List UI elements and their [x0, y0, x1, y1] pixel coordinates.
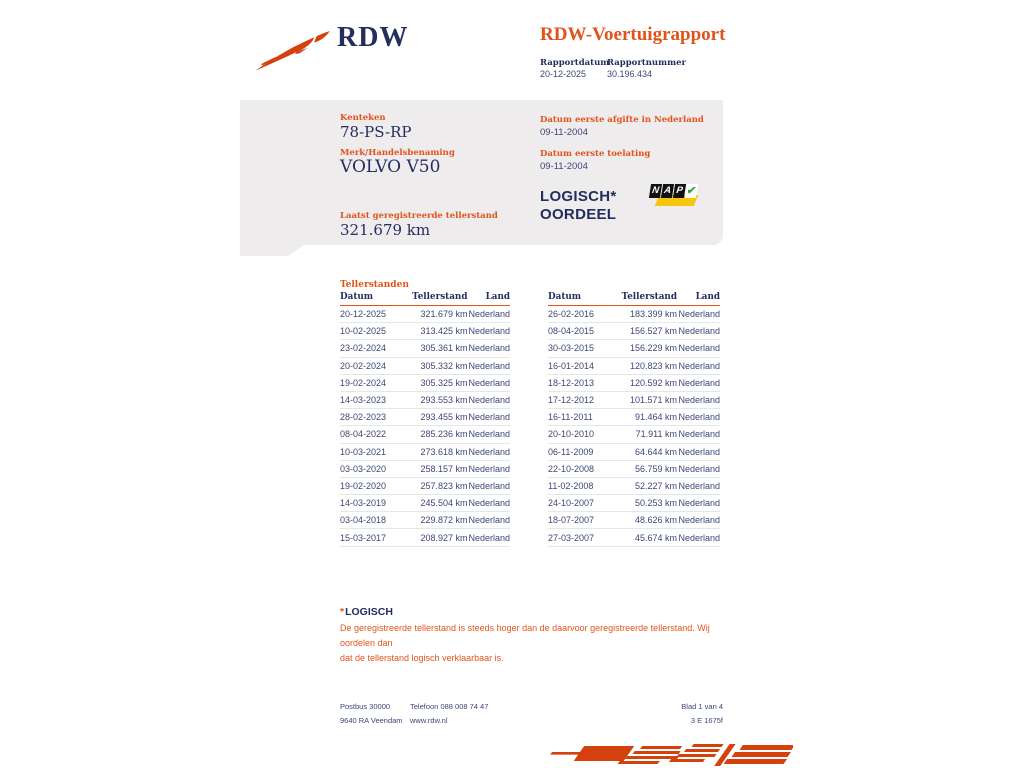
- footer-phone: Telefoon 088 008 74 47: [410, 702, 489, 711]
- table-row: [548, 477, 720, 494]
- land-cell: Nederland: [677, 374, 720, 391]
- table-row: [548, 495, 720, 512]
- datum-cell: 14-03-2023: [340, 391, 411, 408]
- col-header-datum: Datum: [548, 290, 620, 306]
- footer-address: [340, 700, 403, 728]
- tellerstand-cell: 273.618 km: [411, 443, 467, 460]
- datum-cell: 23-02-2024: [340, 340, 411, 357]
- table-row: [340, 340, 510, 357]
- tellerstand-cell: 101.571 km: [620, 391, 677, 408]
- col-header-tellerstand: Tellerstand: [620, 290, 677, 306]
- datum-cell: 28-02-2023: [340, 409, 411, 426]
- nap-logo: [648, 184, 698, 210]
- tellerstand-cell: 305.361 km: [411, 340, 467, 357]
- land-cell: Nederland: [467, 426, 510, 443]
- datum-cell: 20-12-2025: [340, 306, 411, 323]
- col-header-land: Land: [467, 290, 510, 306]
- footer-page-info: [623, 700, 723, 728]
- table-row: [548, 340, 720, 357]
- nap-letter-a: A: [661, 184, 674, 198]
- datum-cell: 30-03-2015: [548, 340, 620, 357]
- datum-cell: 14-03-2019: [340, 495, 411, 512]
- land-cell: Nederland: [467, 323, 510, 340]
- table-row: [548, 426, 720, 443]
- tellerstand-cell: 183.399 km: [620, 306, 677, 323]
- footnote-asterisk: *: [340, 606, 345, 618]
- land-cell: Nederland: [467, 357, 510, 374]
- page-title: RDW-Voertuigrapport: [540, 24, 726, 45]
- table-row: [548, 512, 720, 529]
- land-cell: Nederland: [677, 460, 720, 477]
- footnote-body: [340, 621, 740, 666]
- land-cell: Nederland: [677, 340, 720, 357]
- oordeel-line2: OORDEEL: [540, 206, 617, 223]
- tellerstand-cell: 52.227 km: [620, 477, 677, 494]
- tellerstand-cell: 56.759 km: [620, 460, 677, 477]
- laatste-tellerstand-label: Laatst geregistreerde tellerstand: [340, 211, 498, 221]
- tellerstand-cell: 208.927 km: [411, 529, 467, 546]
- land-cell: Nederland: [467, 495, 510, 512]
- footnote-title-text: LOGISCH: [345, 606, 393, 618]
- merk-label: Merk/Handelsbenaming: [340, 148, 455, 158]
- table-row: [548, 409, 720, 426]
- table-row: [548, 391, 720, 408]
- footer-website: www.rdw.nl: [410, 716, 448, 725]
- table-row: [340, 391, 510, 408]
- tellerstanden-section-title: Tellerstanden: [340, 280, 409, 290]
- footer-address-line1: Postbus 30000: [340, 702, 391, 711]
- tellerstand-cell: 257.823 km: [411, 477, 467, 494]
- land-cell: Nederland: [467, 340, 510, 357]
- tellerstand-cell: 120.592 km: [620, 374, 677, 391]
- rdw-wing-icon: [253, 28, 331, 74]
- land-cell: Nederland: [677, 357, 720, 374]
- rdw-logotype: RDW: [337, 22, 409, 53]
- table-row: [340, 306, 510, 323]
- merk-value: VOLVO V50: [340, 157, 441, 177]
- table-row: [548, 323, 720, 340]
- datum-cell: 24-10-2007: [548, 495, 620, 512]
- tellerstand-cell: 48.626 km: [620, 512, 677, 529]
- datum-cell: 19-02-2024: [340, 374, 411, 391]
- datum-cell: 20-10-2010: [548, 426, 620, 443]
- datum-cell: 27-03-2007: [548, 529, 620, 546]
- land-cell: Nederland: [677, 409, 720, 426]
- land-cell: Nederland: [677, 426, 720, 443]
- tellerstand-cell: 45.674 km: [620, 529, 677, 546]
- nap-letter-p: P: [673, 184, 686, 198]
- tellerstand-cell: 229.872 km: [411, 512, 467, 529]
- eerste-toelating-label: Datum eerste toelating: [540, 149, 651, 159]
- land-cell: Nederland: [467, 409, 510, 426]
- datum-cell: 11-02-2008: [548, 477, 620, 494]
- datum-cell: 10-03-2021: [340, 443, 411, 460]
- table-row: [340, 529, 510, 546]
- table-row: [340, 409, 510, 426]
- datum-cell: 06-11-2009: [548, 443, 620, 460]
- datum-cell: 16-01-2014: [548, 357, 620, 374]
- land-cell: Nederland: [677, 512, 720, 529]
- land-cell: Nederland: [677, 391, 720, 408]
- nap-check-icon: ✔: [685, 185, 698, 197]
- table-row: [548, 306, 720, 323]
- tellerstand-cell: 285.236 km: [411, 426, 467, 443]
- report-date-label: Rapportdatum: [540, 58, 610, 68]
- datum-cell: 17-12-2012: [548, 391, 620, 408]
- datum-cell: 10-02-2025: [340, 323, 411, 340]
- footnote-title: [340, 606, 393, 618]
- datum-cell: 03-04-2018: [340, 512, 411, 529]
- eerste-afgifte-value: 09-11-2004: [540, 127, 588, 138]
- tellerstand-cell: 245.504 km: [411, 495, 467, 512]
- table-row: [340, 460, 510, 477]
- footnote-line2: dat de tellerstand logisch verklaarbaar is.: [340, 653, 504, 663]
- tellerstanden-table-right: [548, 290, 720, 547]
- datum-cell: 19-02-2020: [340, 477, 411, 494]
- eerste-toelating-value: 09-11-2004: [540, 161, 588, 172]
- footer-contact: [410, 700, 488, 728]
- rdw-stripes-decoration-icon: [543, 742, 793, 768]
- report-date-value: 20-12-2025: [540, 69, 587, 79]
- tellerstand-cell: 313.425 km: [411, 323, 467, 340]
- footnote-line1: De geregistreerde tellerstand is steeds hoger dan de daarvoor geregistreerde tellerstand. Wij oordelen dan: [340, 623, 710, 648]
- tellerstanden-table-left: [340, 290, 510, 547]
- tellerstand-cell: 321.679 km: [411, 306, 467, 323]
- land-cell: Nederland: [467, 391, 510, 408]
- col-header-datum: Datum: [340, 290, 411, 306]
- tellerstand-cell: 120.823 km: [620, 357, 677, 374]
- nap-letter-n: N: [649, 184, 662, 198]
- table-row: [548, 374, 720, 391]
- datum-cell: 16-11-2011: [548, 409, 620, 426]
- datum-cell: 22-10-2008: [548, 460, 620, 477]
- land-cell: Nederland: [677, 306, 720, 323]
- tellerstand-cell: 156.527 km: [620, 323, 677, 340]
- col-header-tellerstand: Tellerstand: [411, 290, 467, 306]
- land-cell: Nederland: [677, 529, 720, 546]
- land-cell: Nederland: [467, 374, 510, 391]
- kenteken-value: 78-PS-RP: [340, 123, 412, 141]
- land-cell: Nederland: [677, 477, 720, 494]
- land-cell: Nederland: [467, 460, 510, 477]
- tellerstand-cell: 293.455 km: [411, 409, 467, 426]
- tellerstand-cell: 91.464 km: [620, 409, 677, 426]
- datum-cell: 26-02-2016: [548, 306, 620, 323]
- datum-cell: 03-03-2020: [340, 460, 411, 477]
- footer-doc-code: 3 E 1675f: [690, 716, 723, 725]
- vehicle-summary-box-tab: [240, 245, 304, 256]
- report-number-value: 30.196.434: [607, 69, 653, 79]
- table-row: [340, 426, 510, 443]
- datum-cell: 20-02-2024: [340, 357, 411, 374]
- kenteken-label: Kenteken: [340, 113, 386, 123]
- report-number-label: Rapportnummer: [607, 58, 686, 68]
- tellerstand-cell: 305.325 km: [411, 374, 467, 391]
- land-cell: Nederland: [677, 495, 720, 512]
- tellerstand-cell: 258.157 km: [411, 460, 467, 477]
- datum-cell: 08-04-2015: [548, 323, 620, 340]
- land-cell: Nederland: [467, 529, 510, 546]
- datum-cell: 18-07-2007: [548, 512, 620, 529]
- oordeel-text: [540, 188, 617, 224]
- tellerstand-cell: 71.911 km: [620, 426, 677, 443]
- table-row: [340, 357, 510, 374]
- tellerstand-cell: 156.229 km: [620, 340, 677, 357]
- col-header-land: Land: [677, 290, 720, 306]
- footer-page-number: Blad 1 van 4: [681, 702, 723, 711]
- laatste-tellerstand-value: 321.679 km: [340, 221, 431, 239]
- table-row: [340, 512, 510, 529]
- tellerstand-cell: 50.253 km: [620, 495, 677, 512]
- datum-cell: 08-04-2022: [340, 426, 411, 443]
- table-row: [340, 323, 510, 340]
- table-row: [340, 495, 510, 512]
- tellerstand-cell: 305.332 km: [411, 357, 467, 374]
- table-row: [548, 357, 720, 374]
- table-row: [548, 529, 720, 546]
- land-cell: Nederland: [467, 512, 510, 529]
- land-cell: Nederland: [467, 306, 510, 323]
- table-row: [340, 477, 510, 494]
- land-cell: Nederland: [677, 443, 720, 460]
- land-cell: Nederland: [467, 477, 510, 494]
- footer-address-line2: 9640 RA Veendam: [340, 716, 403, 725]
- table-row: [548, 443, 720, 460]
- land-cell: Nederland: [677, 323, 720, 340]
- eerste-afgifte-label: Datum eerste afgifte in Nederland: [540, 115, 704, 125]
- land-cell: Nederland: [467, 443, 510, 460]
- tellerstand-cell: 293.553 km: [411, 391, 467, 408]
- table-row: [340, 374, 510, 391]
- datum-cell: 15-03-2017: [340, 529, 411, 546]
- table-row: [548, 460, 720, 477]
- tellerstand-cell: 64.644 km: [620, 443, 677, 460]
- table-row: [340, 443, 510, 460]
- datum-cell: 18-12-2013: [548, 374, 620, 391]
- oordeel-line1: LOGISCH*: [540, 188, 617, 205]
